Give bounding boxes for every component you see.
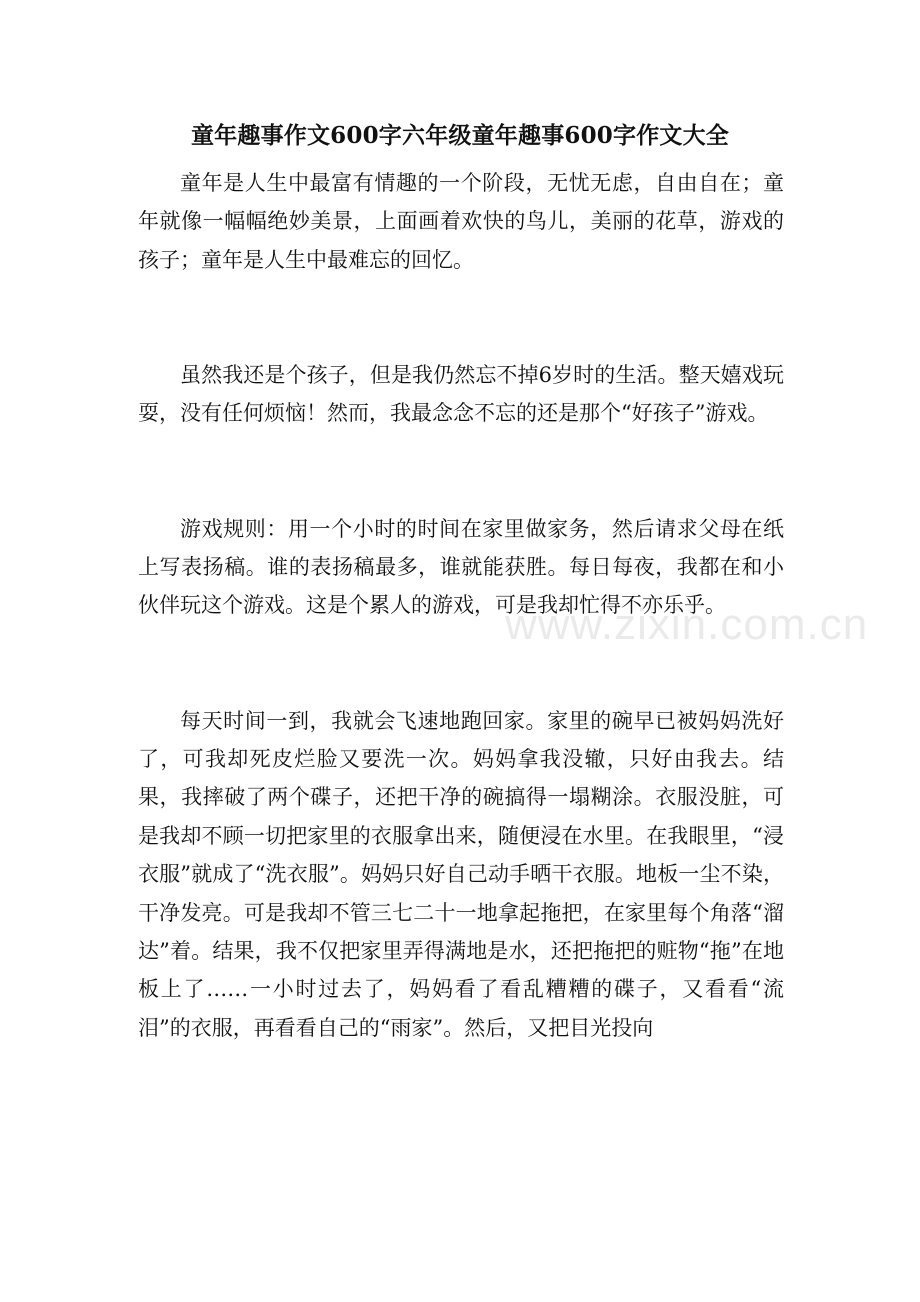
paragraph-intro: 童年是人生中最富有情趣的一个阶段，无忧无虑，自由自在；童年就像一幅幅绝妙美景，上面画着欢快的鸟儿，美丽的花草，游戏的孩子；童年是人生中最难忘的回忆。 [138,171,784,272]
paragraph-spacer [138,625,784,702]
paragraph-memory: 虽然我还是个孩子，但是我仍然忘不掉6岁时的生活。整天嬉戏玩耍，没有任何烦恼！然而，我最念念不忘的还是那个“好孩子”游戏。 [138,363,784,426]
paragraph-daily-chores: 每天时间一到，我就会飞速地跑回家。家里的碗早已被妈妈洗好了，可我却死皮烂脸又要洗一次。妈妈拿我没辙，只好由我去。结果，我摔破了两个碟子，还把干净的碗搞得一塌糊涂。衣服没脏，可是我却不顾一切把家里的衣服拿出来，随便浸在水里。在我眼里，“浸衣服”就成了“洗衣服”。妈妈只好自己动手晒干衣服。地板一尘不染，干净发亮。可是我却不管三七二十一地拿起拖把，在家里每个角落“溜达”着。结果，我不仅把家里弄得满地是水，还把拖把的赃物“拖”在地板上了……一小时过去了，妈妈看了看乱糟糟的碟子，又看看“流泪”的衣服，再看看自己的“雨家”。然后，又把目光投向 [138,708,784,1040]
paragraph-game-rules: 游戏规则：用一个小时的时间在家里做家务，然后请求父母在纸上写表扬稿。谁的表扬稿最多，谁就能获胜。每日每夜，我都在和小伙伴玩这个游戏。这是个累人的游戏，可是我却忙得不亦乐乎。 [138,516,784,618]
site-watermark: www.zixin.com.cn [505,600,869,649]
document-body [138,164,784,1047]
paragraph-spacer [138,433,784,510]
document-title: 童年趣事作文600字六年级童年趣事600字作文大全 [190,122,730,149]
paragraph-spacer [138,279,784,356]
